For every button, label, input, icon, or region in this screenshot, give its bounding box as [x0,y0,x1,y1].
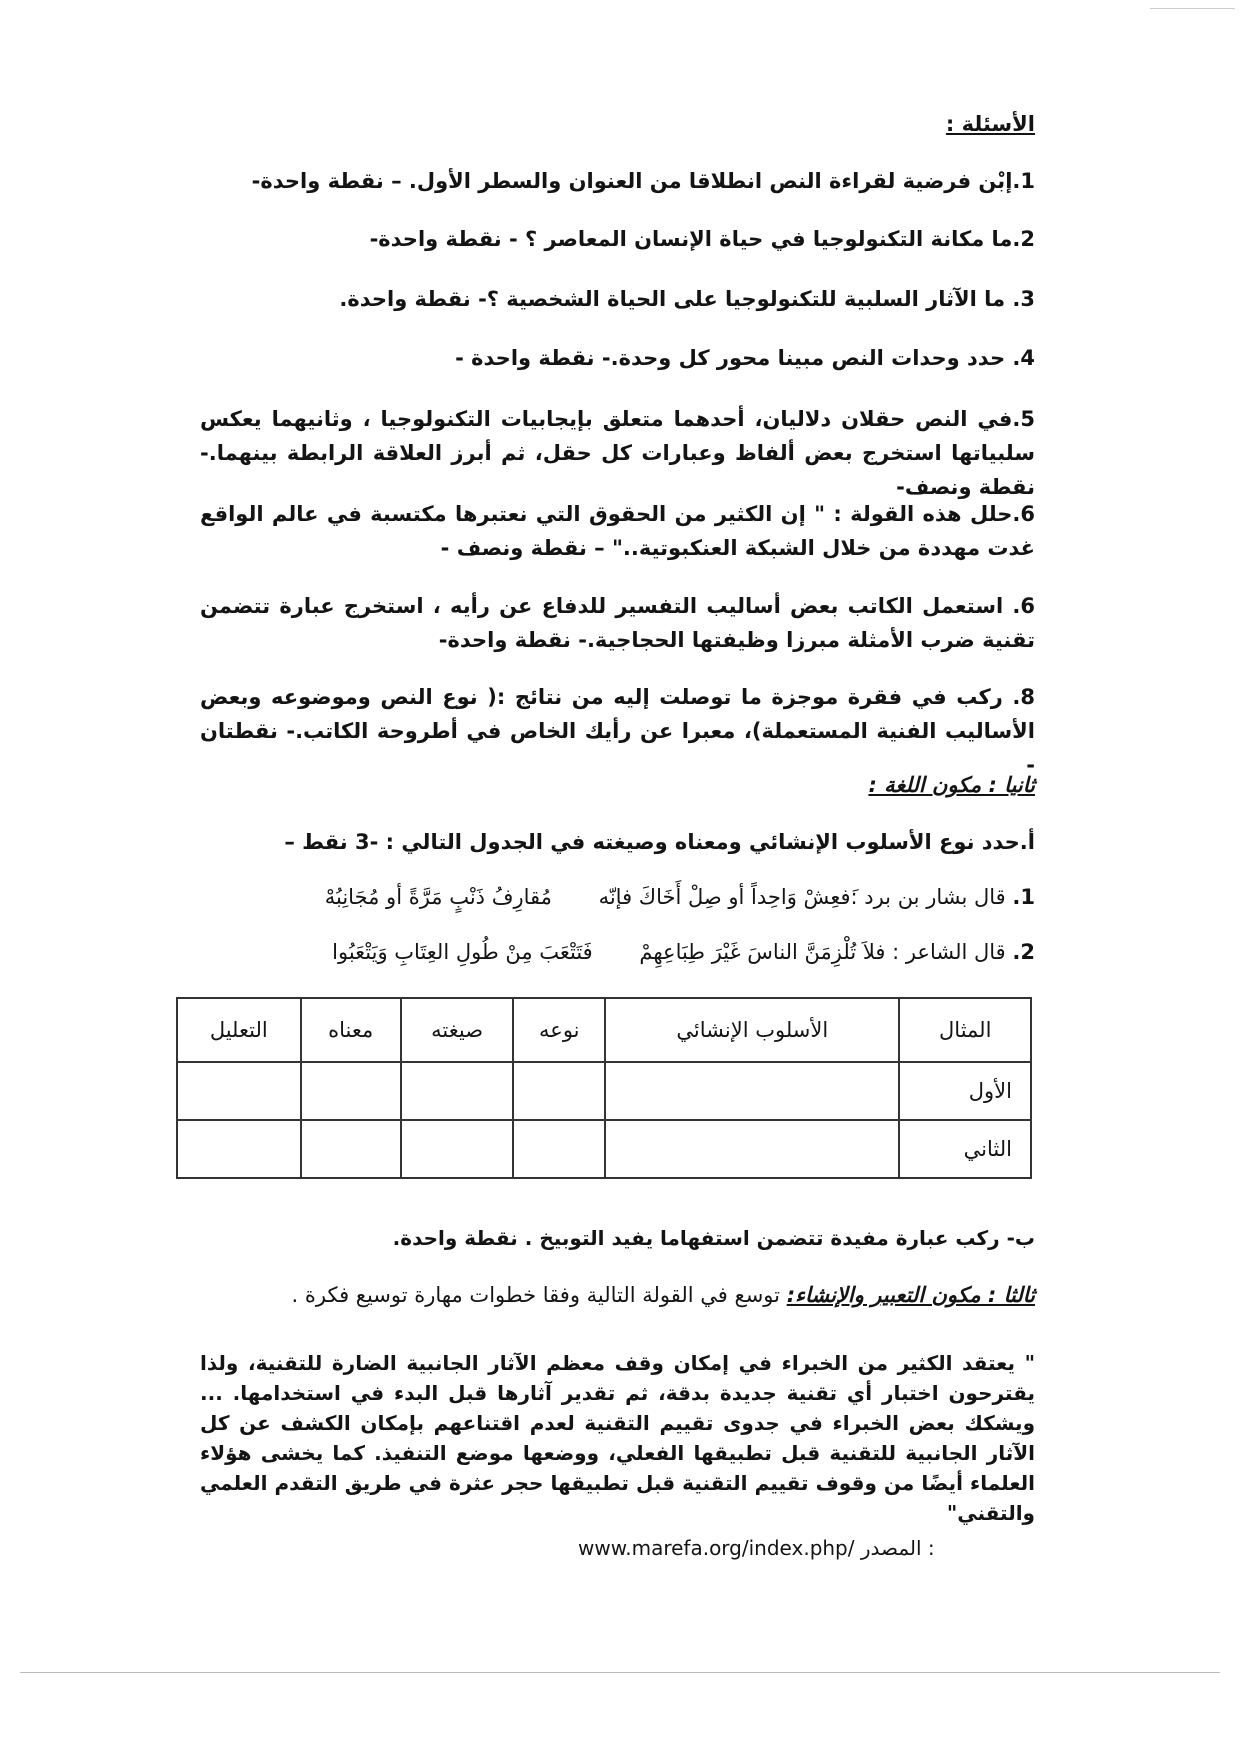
quote-text: " يعتقد الكثير من الخبراء في إمكان وقف معظم الآثار الجانبية الضارة للتقنية، ولذا يقترحون اختبار أي تقنية جديدة بدقة، ثم تقدير آثارها قبل البدء في استخدامها. ... ويشكك بعض الخبراء في جدوى تقييم التقنية لعدم اقتناعهم بإمكان الكشف عن كل الآثار الجانبية للتقنية قبل تطبيقها الفعلي، ووضعها موضع التنفيذ. كما يخشى هؤلاء العلماء أيضًا من وقوف تقييم التقنية قبل تطبيقها حجر عثرة في طريق التقدم العلمي والتقني" [200,1351,1035,1525]
table-header: صيغته [401,998,514,1062]
row-label: الثاني [899,1120,1031,1178]
language-heading: ثانيا : مكون اللغة : [868,773,1035,797]
poem-second-hemistich: فَتَتْعَبَ مِنْ طُولِ العِتَابِ وَيَتْعَبُوا [332,940,593,964]
question-3: 3. ما الآثار السلبية للتكنولوجيا على الحياة الشخصية ؟- نقطة واحدة. [339,287,1035,311]
question-5: 5.في النص حقلان دلاليان، أحدهما متعلق بإيجابيات التكنولوجيا ، وثانيهما يعكس سلبياتها استخرج بعض ألفاظ وعبارات كل حقل، ثم أبرز العلاقة الرابطة بينهما.- نقطة ونصف- [200,407,1035,499]
answer-cell[interactable] [401,1120,514,1178]
task-b: ب- ركب عبارة مفيدة تتضمن استفهاما يفيد التوبيخ . نقطة واحدة. [392,1226,1035,1250]
answer-cell[interactable] [301,1120,401,1178]
row-label: الأول [899,1062,1031,1120]
expression-section [292,1283,1035,1307]
questions-heading: الأسئلة : [945,112,1035,136]
answer-cell[interactable] [401,1062,514,1120]
poem-first-hemistich: قال الشاعر : فلاَ تُلْزِمَنَّ الناسَ غَيْرَ طِبَاعِهِمْ [639,940,1006,964]
table-header: نوعه [513,998,605,1062]
question-6: 6.حلل هذه القولة : " إن الكثير من الحقوق التي نعتبرها مكتسبة في عالم الواقع غدت مهددة من خلال الشبكة العنكبوتية.." – نقطة ونصف - [200,502,1035,560]
answer-table [176,997,1032,1179]
answer-cell[interactable] [177,1120,301,1178]
source-label: المصدر : [860,1536,935,1560]
expression-heading: ثالثا : مكون التعبير والإنشاء: [786,1283,1035,1307]
table-row [177,1062,1031,1120]
question-4: 4. حدد وحدات النص مبينا محور كل وحدة.- نقطة واحدة - [455,346,1035,370]
source-url: www.marefa.org/index.php/ [578,1536,855,1560]
question-7: 6. استعمل الكاتب بعض أساليب التفسير للدفاع عن رأيه ، استخرج عبارة تتضمن تقنية ضرب الأمثلة مبرزا وظيفتها الحجاجية.- نقطة واحدة- [200,594,1035,652]
table-header: المثال [899,998,1031,1062]
scan-edge-line [1150,8,1235,9]
table-header: التعليل [177,998,301,1062]
question-2: 2.ما مكانة التكنولوجيا في حياة الإنسان المعاصر ؟ - نقطة واحدة- [369,227,1035,251]
table-header: معناه [301,998,401,1062]
question-1: 1.إبْن فرضية لقراءة النص انطلاقا من العنوان والسطر الأول. – نقطة واحدة- [251,169,1035,193]
table-row [177,1120,1031,1178]
poem-line-1 [235,885,1035,909]
answer-cell[interactable] [513,1062,605,1120]
source-line [578,1536,935,1560]
poem-line-2 [235,940,1035,964]
poem-number: 2. [1012,940,1035,964]
table-header: الأسلوب الإنشائي [605,998,899,1062]
question-8: 8. ركب في فقرة موجزة ما توصلت إليه من نتائج :( نوع النص وموضوعه وبعض الأساليب الفنية المستعملة)، معبرا عن رأيك الخاص في أطروحة الكاتب.- نقطتان - [200,685,1035,777]
answer-cell[interactable] [301,1062,401,1120]
expression-task: توسع في القولة التالية وفقا خطوات مهارة توسيع فكرة . [291,1283,780,1307]
scan-bottom-line [20,1672,1220,1673]
poem-number: 1. [1012,885,1035,909]
answer-cell[interactable] [177,1062,301,1120]
answer-cell[interactable] [605,1062,899,1120]
answer-cell[interactable] [513,1120,605,1178]
answer-cell[interactable] [605,1120,899,1178]
poem-second-hemistich: مُقارِفُ ذَنْبٍ مَرَّةً أو مُجَانِبُهْ [324,885,552,909]
poem-first-hemistich: قال بشار بن برد :َفعِشْ وَاحِداً أو صِلْ أَخَاكَ فإنّه [598,885,1006,909]
language-task: أ.حدد نوع الأسلوب الإنشائي ومعناه وصيغته في الجدول التالي : -3 نقط – [284,830,1035,854]
